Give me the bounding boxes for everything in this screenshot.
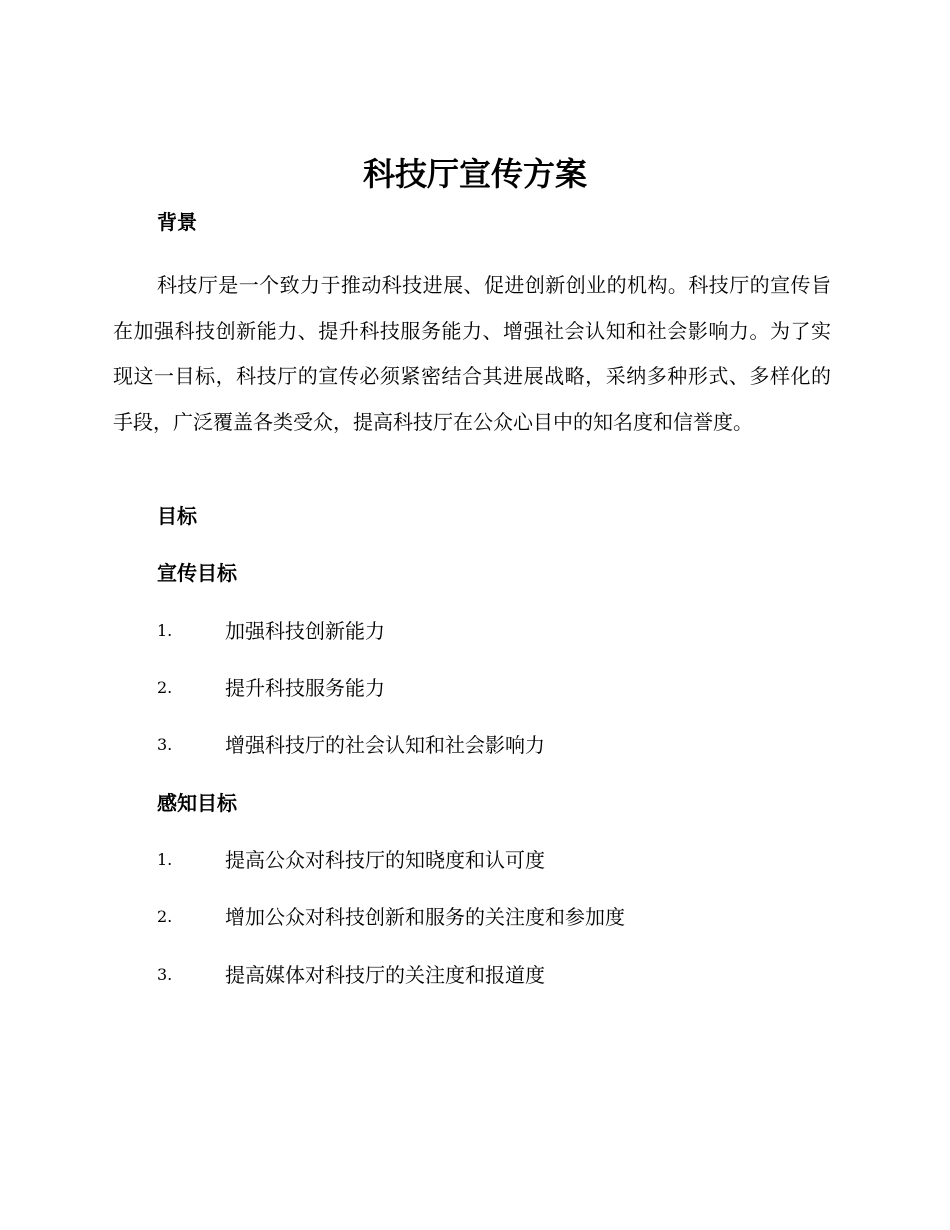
document-title: 科技厅宣传方案 — [362, 155, 587, 193]
subsection-heading-perception-goals: 感知目标 — [157, 791, 237, 815]
list-item-text: 提高媒体对科技厅的关注度和报道度 — [225, 963, 545, 987]
list-item-text: 提高公众对科技厅的知晓度和认可度 — [225, 848, 545, 872]
section-heading-background: 背景 — [157, 210, 197, 234]
list-item — [157, 902, 857, 932]
list-item — [157, 845, 857, 875]
list-item-text: 加强科技创新能力 — [225, 619, 385, 643]
list-item-number: 2. — [157, 907, 173, 926]
list-item-number: 2. — [157, 678, 173, 697]
list-item — [157, 673, 857, 703]
list-item-text: 增加公众对科技创新和服务的关注度和参加度 — [225, 905, 625, 929]
list-item-text: 提升科技服务能力 — [225, 676, 385, 700]
subsection-heading-promo-goals: 宣传目标 — [157, 561, 237, 585]
list-item-number: 3. — [157, 965, 173, 984]
list-item — [157, 616, 857, 646]
list-item-text: 增强科技厅的社会认知和社会影响力 — [225, 733, 545, 757]
background-paragraph: 科技厅是一个致力于推动科技进展、促进创新创业的机构。科技厅的宣传旨在加强科技创新能力、提升科技服务能力、增强社会认知和社会影响力。为了实现这一目标，科技厅的宣传必须紧密结合其进展战略，采纳多种形式、多样化的手段，广泛覆盖各类受众，提高科技厅在公众心目中的知名度和信誉度。 — [113, 273, 831, 434]
list-item-number: 1. — [157, 850, 173, 869]
list-item — [157, 730, 857, 760]
list-item-number: 1. — [157, 621, 173, 640]
list-item — [157, 960, 857, 990]
list-item-number: 3. — [157, 735, 173, 754]
section-heading-goals: 目标 — [157, 504, 197, 528]
